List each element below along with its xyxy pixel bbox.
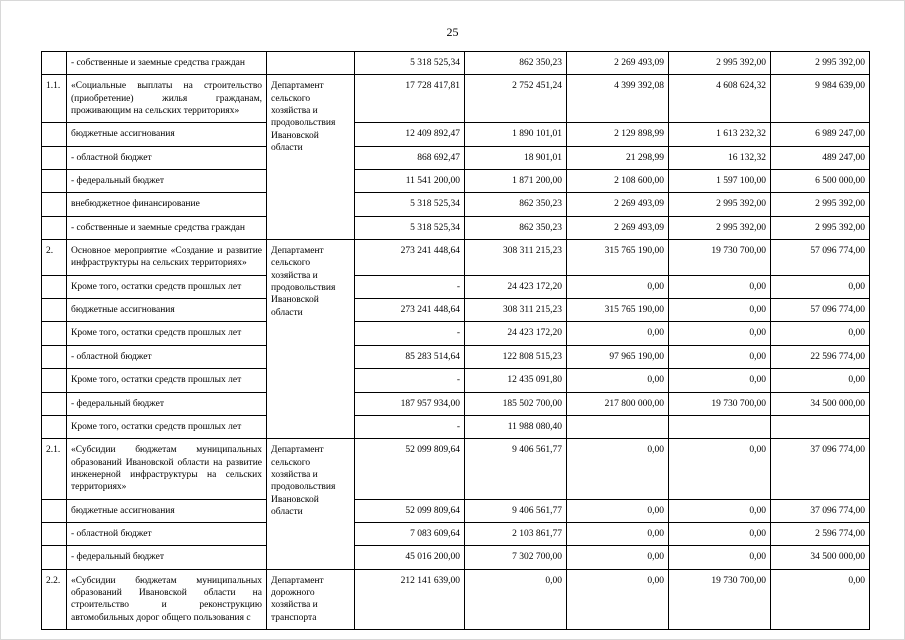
value-cell: 6 989 247,00: [771, 123, 870, 146]
value-cell: 24 423 172,20: [465, 322, 567, 345]
value-cell: 862 350,23: [465, 52, 567, 75]
table-row: [42, 546, 870, 569]
department-cell: Департамент сельского хозяйства и продовольствия Ивановской области: [267, 75, 355, 240]
value-cell: 0,00: [669, 522, 771, 545]
value-cell: 22 596 774,00: [771, 345, 870, 368]
indicator-name-cell: бюджетные ассигнования: [67, 123, 267, 146]
value-cell: 862 350,23: [465, 193, 567, 216]
value-cell: 0,00: [567, 369, 669, 392]
table-row: [42, 216, 870, 239]
indicator-name-cell: - федеральный бюджет: [67, 546, 267, 569]
value-cell: 0,00: [669, 369, 771, 392]
table-row: [42, 193, 870, 216]
table-row: [42, 52, 870, 75]
value-cell: 0,00: [669, 499, 771, 522]
value-cell: 57 096 774,00: [771, 299, 870, 322]
value-cell: 6 500 000,00: [771, 170, 870, 193]
department-cell: Департамент сельского хозяйства и продовольствия Ивановской области: [267, 240, 355, 439]
value-cell: 34 500 000,00: [771, 546, 870, 569]
value-cell: 5 318 525,34: [355, 216, 465, 239]
value-cell: 0,00: [669, 322, 771, 345]
value-cell: 308 311 215,23: [465, 299, 567, 322]
value-cell: 0,00: [567, 275, 669, 298]
table-body: [42, 52, 870, 630]
value-cell: 315 765 190,00: [567, 299, 669, 322]
value-cell: 52 099 809,64: [355, 499, 465, 522]
indicator-name-cell: - областной бюджет: [67, 146, 267, 169]
value-cell: 2 596 774,00: [771, 522, 870, 545]
value-cell: 868 692,47: [355, 146, 465, 169]
indicator-name-cell: Кроме того, остатки средств прошлых лет: [67, 415, 267, 438]
row-number-cell: [42, 522, 67, 545]
value-cell: 9 406 561,77: [465, 439, 567, 499]
value-cell: 2 129 898,99: [567, 123, 669, 146]
row-number-cell: [42, 193, 67, 216]
indicator-name-cell: Кроме того, остатки средств прошлых лет: [67, 369, 267, 392]
value-cell: 85 283 514,64: [355, 345, 465, 368]
value-cell: 19 730 700,00: [669, 392, 771, 415]
value-cell: 1 871 200,00: [465, 170, 567, 193]
indicator-name-cell: «Субсидии бюджетам муниципальных образований Ивановской области на развитие инженерной инфраструктуры на сельских территориях»: [67, 439, 267, 499]
table-row: [42, 499, 870, 522]
row-number-cell: [42, 345, 67, 368]
row-number-cell: [42, 146, 67, 169]
value-cell: 0,00: [567, 499, 669, 522]
value-cell: 52 099 809,64: [355, 439, 465, 499]
table-row: [42, 123, 870, 146]
table-row: [42, 146, 870, 169]
value-cell: 0,00: [567, 569, 669, 629]
table-row: [42, 439, 870, 499]
table-row: [42, 240, 870, 276]
value-cell: 2 995 392,00: [669, 52, 771, 75]
row-number-cell: [42, 322, 67, 345]
value-cell: 0,00: [567, 439, 669, 499]
value-cell: 5 318 525,34: [355, 193, 465, 216]
row-number-cell: [42, 123, 67, 146]
value-cell: 0,00: [669, 299, 771, 322]
table-row: [42, 299, 870, 322]
table-row: [42, 345, 870, 368]
value-cell: 24 423 172,20: [465, 275, 567, 298]
indicator-name-cell: - федеральный бюджет: [67, 392, 267, 415]
value-cell: 122 808 515,23: [465, 345, 567, 368]
value-cell: 2 103 861,77: [465, 522, 567, 545]
value-cell: 5 318 525,34: [355, 52, 465, 75]
value-cell: [669, 415, 771, 438]
indicator-name-cell: - собственные и заемные средства граждан: [67, 216, 267, 239]
value-cell: 97 965 190,00: [567, 345, 669, 368]
value-cell: 7 302 700,00: [465, 546, 567, 569]
value-cell: 12 435 091,80: [465, 369, 567, 392]
value-cell: [567, 415, 669, 438]
value-cell: 9 406 561,77: [465, 499, 567, 522]
value-cell: 4 399 392,08: [567, 75, 669, 123]
indicator-name-cell: бюджетные ассигнования: [67, 499, 267, 522]
value-cell: 21 298,99: [567, 146, 669, 169]
table-row: [42, 369, 870, 392]
value-cell: 37 096 774,00: [771, 439, 870, 499]
value-cell: 0,00: [669, 546, 771, 569]
value-cell: 273 241 448,64: [355, 240, 465, 276]
value-cell: 2 995 392,00: [771, 52, 870, 75]
value-cell: -: [355, 275, 465, 298]
row-number-cell: [42, 369, 67, 392]
value-cell: 0,00: [567, 522, 669, 545]
value-cell: 0,00: [771, 569, 870, 629]
indicator-name-cell: бюджетные ассигнования: [67, 299, 267, 322]
value-cell: 11 541 200,00: [355, 170, 465, 193]
table-row: [42, 75, 870, 123]
value-cell: 2 269 493,09: [567, 216, 669, 239]
value-cell: 19 730 700,00: [669, 569, 771, 629]
value-cell: 2 995 392,00: [669, 193, 771, 216]
value-cell: 19 730 700,00: [669, 240, 771, 276]
row-number-cell: [42, 392, 67, 415]
value-cell: 1 613 232,32: [669, 123, 771, 146]
value-cell: 57 096 774,00: [771, 240, 870, 276]
value-cell: 2 108 600,00: [567, 170, 669, 193]
value-cell: 4 608 624,32: [669, 75, 771, 123]
row-number-cell: [42, 546, 67, 569]
value-cell: 217 800 000,00: [567, 392, 669, 415]
value-cell: 2 752 451,24: [465, 75, 567, 123]
value-cell: -: [355, 415, 465, 438]
value-cell: 17 728 417,81: [355, 75, 465, 123]
value-cell: -: [355, 369, 465, 392]
value-cell: 1 890 101,01: [465, 123, 567, 146]
indicator-name-cell: внебюджетное финансирование: [67, 193, 267, 216]
indicator-name-cell: - собственные и заемные средства граждан: [67, 52, 267, 75]
value-cell: 0,00: [669, 275, 771, 298]
value-cell: 1 597 100,00: [669, 170, 771, 193]
value-cell: 862 350,23: [465, 216, 567, 239]
value-cell: 0,00: [771, 322, 870, 345]
department-cell: Департамент сельского хозяйства и продовольствия Ивановской области: [267, 439, 355, 569]
value-cell: 308 311 215,23: [465, 240, 567, 276]
indicator-name-cell: «Субсидии бюджетам муниципальных образований Ивановской области на строительство и реконструкцию автомобильных дорог общего пользования с: [67, 569, 267, 629]
row-number-cell: 2.: [42, 240, 67, 276]
value-cell: 187 957 934,00: [355, 392, 465, 415]
row-number-cell: 2.2.: [42, 569, 67, 629]
value-cell: 0,00: [669, 345, 771, 368]
table-row: [42, 392, 870, 415]
value-cell: 0,00: [669, 439, 771, 499]
value-cell: 212 141 639,00: [355, 569, 465, 629]
indicator-name-cell: - областной бюджет: [67, 345, 267, 368]
value-cell: 0,00: [567, 546, 669, 569]
table-row: [42, 170, 870, 193]
value-cell: 34 500 000,00: [771, 392, 870, 415]
value-cell: -: [355, 322, 465, 345]
value-cell: 12 409 892,47: [355, 123, 465, 146]
department-cell: [267, 52, 355, 75]
row-number-cell: 2.1.: [42, 439, 67, 499]
row-number-cell: [42, 52, 67, 75]
value-cell: [771, 415, 870, 438]
row-number-cell: [42, 499, 67, 522]
table-row: [42, 275, 870, 298]
indicator-name-cell: Кроме того, остатки средств прошлых лет: [67, 275, 267, 298]
value-cell: 273 241 448,64: [355, 299, 465, 322]
value-cell: 45 016 200,00: [355, 546, 465, 569]
table-row: [42, 322, 870, 345]
value-cell: 185 502 700,00: [465, 392, 567, 415]
indicator-name-cell: Основное мероприятие «Создание и развитие инфраструктуры на сельских территориях»: [67, 240, 267, 276]
indicator-name-cell: «Социальные выплаты на строительство (приобретение) жилья гражданам, проживающим на сельских территориях»: [67, 75, 267, 123]
value-cell: 315 765 190,00: [567, 240, 669, 276]
value-cell: 0,00: [771, 275, 870, 298]
value-cell: 9 984 639,00: [771, 75, 870, 123]
indicator-name-cell: - областной бюджет: [67, 522, 267, 545]
value-cell: 37 096 774,00: [771, 499, 870, 522]
row-number-cell: [42, 170, 67, 193]
value-cell: 18 901,01: [465, 146, 567, 169]
table-row: [42, 415, 870, 438]
value-cell: 2 995 392,00: [669, 216, 771, 239]
value-cell: 11 988 080,40: [465, 415, 567, 438]
value-cell: 0,00: [465, 569, 567, 629]
indicator-name-cell: - федеральный бюджет: [67, 170, 267, 193]
department-cell: Департамент дорожного хозяйства и транспорта: [267, 569, 355, 629]
indicator-name-cell: Кроме того, остатки средств прошлых лет: [67, 322, 267, 345]
value-cell: 2 269 493,09: [567, 193, 669, 216]
value-cell: 2 995 392,00: [771, 216, 870, 239]
table-row: [42, 569, 870, 629]
row-number-cell: [42, 275, 67, 298]
value-cell: 2 995 392,00: [771, 193, 870, 216]
value-cell: 0,00: [567, 322, 669, 345]
budget-table: [41, 51, 870, 630]
value-cell: 489 247,00: [771, 146, 870, 169]
value-cell: 2 269 493,09: [567, 52, 669, 75]
table-row: [42, 522, 870, 545]
value-cell: 16 132,32: [669, 146, 771, 169]
page-number: 25: [446, 25, 459, 39]
value-cell: 7 083 609,64: [355, 522, 465, 545]
value-cell: 0,00: [771, 369, 870, 392]
row-number-cell: [42, 216, 67, 239]
row-number-cell: [42, 299, 67, 322]
row-number-cell: 1.1.: [42, 75, 67, 123]
row-number-cell: [42, 415, 67, 438]
